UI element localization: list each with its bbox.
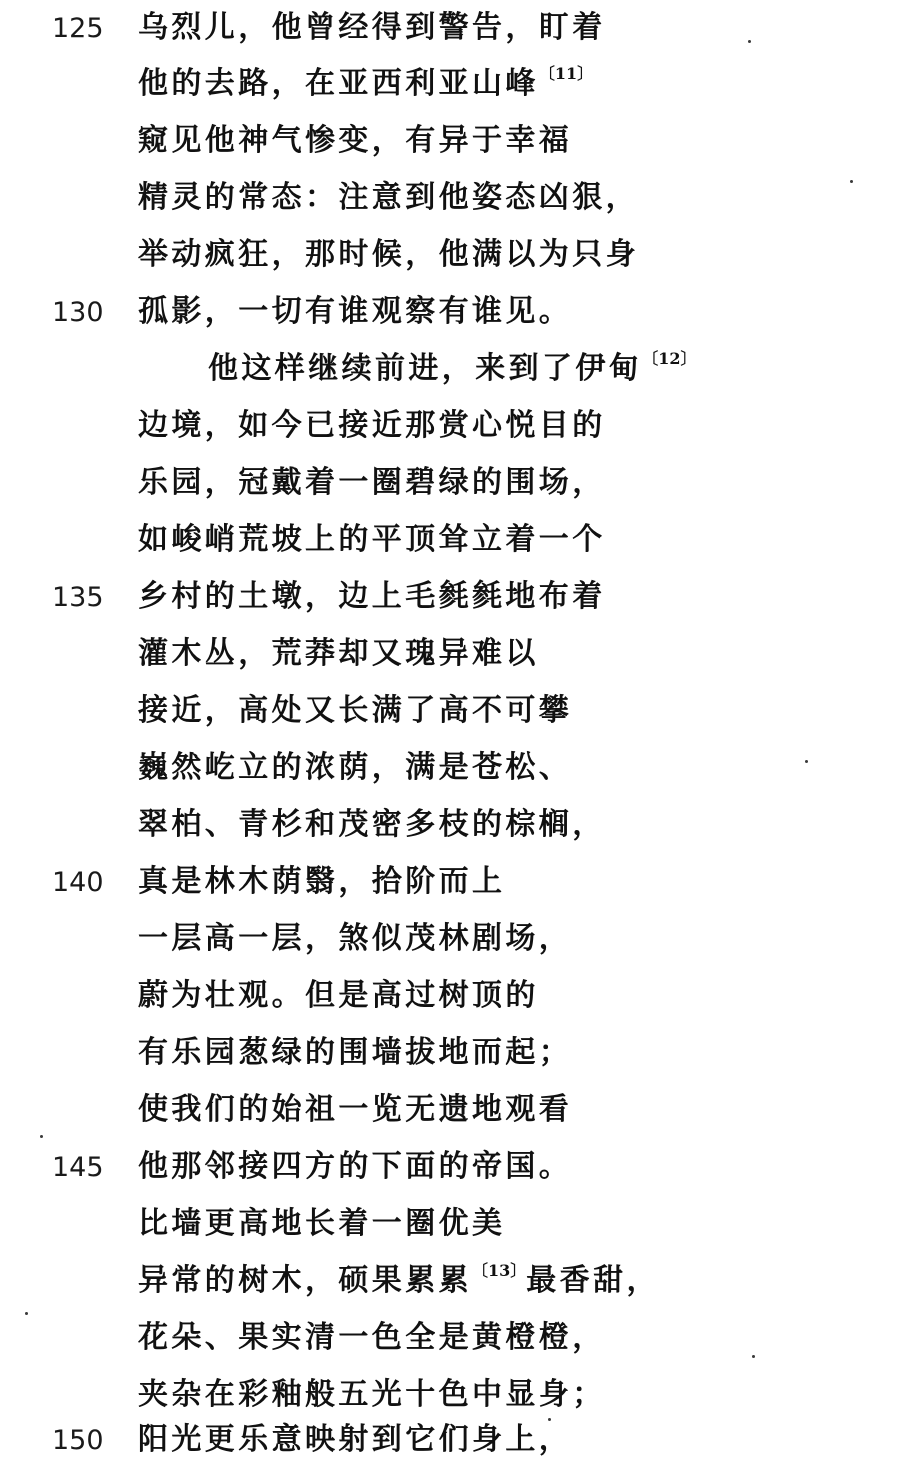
poem-line [0,56,900,112]
line-text: 精灵的常态：注意到他姿态凶狠， [138,180,639,215]
line-text: 边境，如今已接近那赏心悦目的 [138,408,606,443]
poem-line [0,341,900,397]
line-text: 孤影，一切有谁观察有谁见。 [138,294,573,329]
line-text: 真是林木荫翳，拾阶而上 [138,864,506,899]
line-number: 125 [52,13,104,44]
line-text: 异常的树木，硕果累累$^{〔13〕}$最香甜， [138,1261,660,1298]
poem-line [0,626,900,682]
scan-speck [805,760,808,763]
poem-line [0,113,900,169]
poem-line [0,1139,900,1195]
poem-line [0,1412,900,1468]
poem-line [0,227,900,283]
poem-line [0,1082,900,1138]
poem-line [0,1310,900,1366]
footnote-marker: 〔12〕 [642,349,697,368]
line-number: 150 [52,1425,104,1456]
scan-speck [752,1355,755,1358]
poem-line [0,1253,900,1309]
line-text: 夹杂在彩釉般五光十色中显身； [138,1377,606,1412]
scan-speck [548,1418,551,1421]
poem-line [0,284,900,340]
line-number: 130 [52,297,104,328]
poem-line [0,968,900,1024]
line-number: 135 [52,582,104,613]
line-text: 使我们的始祖一览无遗地观看 [138,1092,573,1127]
line-text: 乌烈儿，他曾经得到警告，盯着 [138,10,606,45]
line-text: 翠柏、青杉和茂密多枝的棕榈， [138,807,606,842]
footnote-marker: 〔13〕 [472,1261,527,1280]
line-text: 乡村的土墩，边上毛毵毵地布着 [138,579,606,614]
poem-line [0,911,900,967]
line-text: 他那邻接四方的下面的帝国。 [138,1149,573,1184]
poem-line [0,1025,900,1081]
poem-line [0,0,900,56]
line-text: 灌木丛，荒莽却又瑰异难以 [138,636,539,671]
poem-line [0,1196,900,1252]
poem-line [0,797,900,853]
line-text: 接近，高处又长满了高不可攀 [138,693,573,728]
line-text: 比墙更高地长着一圈优美 [138,1206,506,1241]
line-text: 他的去路，在亚西利亚山峰$^{〔11〕}$ [138,64,594,101]
poem-line [0,740,900,796]
scan-speck [25,1312,28,1315]
poem-line [0,398,900,454]
poem-line [0,512,900,568]
line-text: 他这样继续前进，来到了伊甸$^{〔12〕}$ [208,349,697,386]
line-text: 一层高一层，煞似茂林剧场， [138,921,573,956]
poem-line [0,854,900,910]
scan-speck [40,1135,43,1138]
line-text: 如峻峭荒坡上的平顶耸立着一个 [138,522,606,557]
poem-line [0,569,900,625]
line-text: 巍然屹立的浓荫，满是苍松、 [138,750,573,785]
poem-line [0,683,900,739]
line-text: 举动疯狂，那时候，他满以为只身 [138,237,639,272]
line-number: 145 [52,1152,104,1183]
poem-line [0,455,900,511]
scan-speck [748,40,751,43]
line-text: 阳光更乐意映射到它们身上， [138,1422,573,1457]
scan-speck [850,180,853,183]
line-text: 乐园，冠戴着一圈碧绿的围场， [138,465,606,500]
line-text: 花朵、果实清一色全是黄橙橙， [138,1320,606,1355]
poem-line [0,170,900,226]
line-number: 140 [52,867,104,898]
line-text: 有乐园葱绿的围墙拔地而起； [138,1035,573,1070]
line-text: 窥见他神气惨变，有异于幸福 [138,123,573,158]
footnote-marker: 〔11〕 [538,64,594,83]
line-text: 蔚为壮观。但是高过树顶的 [138,978,539,1013]
